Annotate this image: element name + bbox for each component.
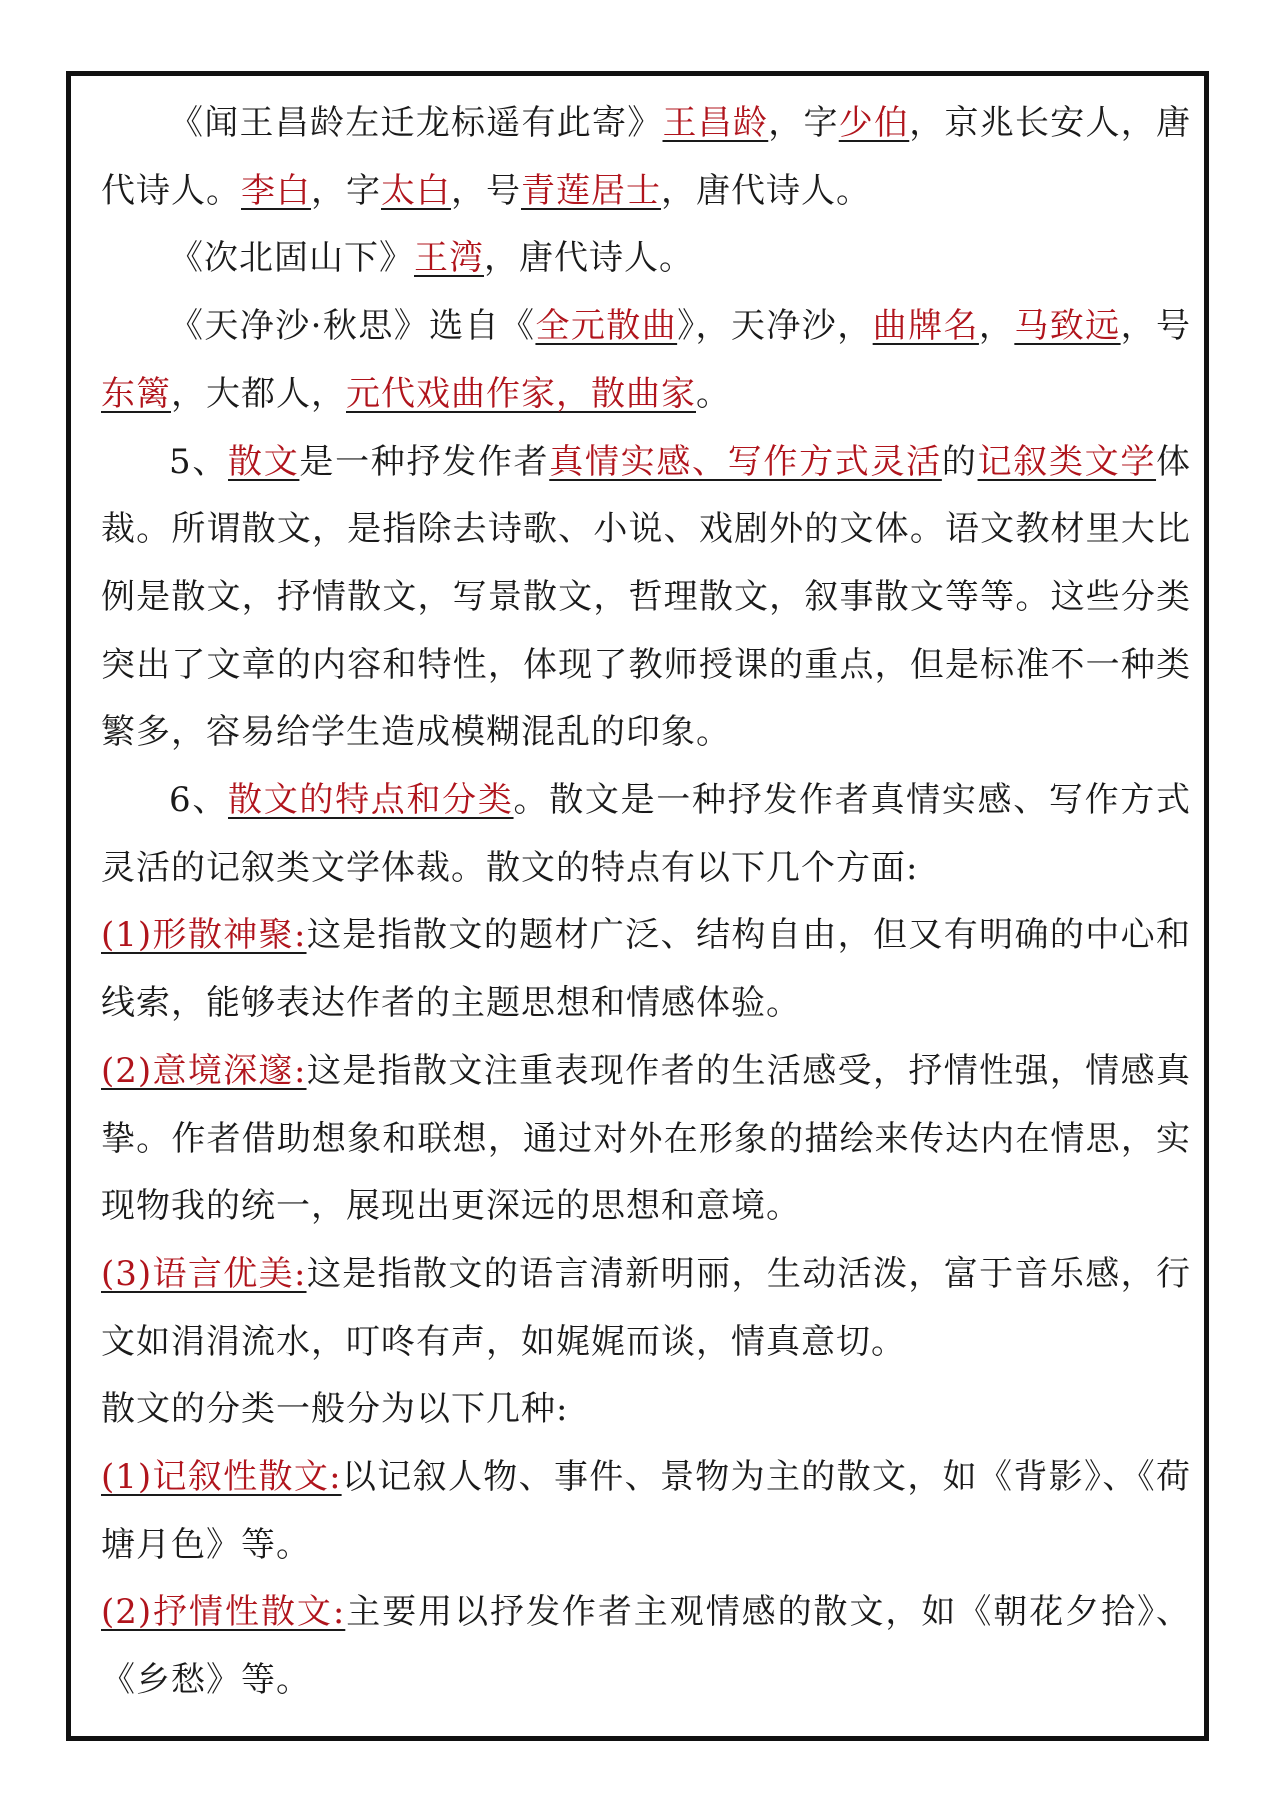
text-span: 的 (941, 441, 978, 482)
keyword-art-name: 东篱 (101, 373, 171, 414)
keyword-author: 马致远 (1014, 306, 1121, 347)
text-span: ，字 (768, 103, 839, 143)
document-body (101, 90, 1191, 1715)
paragraph-5-prose-definition (101, 429, 1191, 768)
type-text: 主要用以抒发作者主观情感的散文，如《朝花夕拾》、《乡愁》等。 (101, 1592, 1191, 1701)
text-span: ，号 (1120, 306, 1192, 347)
document-frame (66, 71, 1209, 1741)
text-span: ，唐代诗人。 (661, 170, 871, 211)
keyword-role: 元代戏曲作家，散曲家 (346, 373, 696, 414)
keyword: 散文的特点和分类 (228, 780, 514, 821)
keyword-source: 全元散曲 (535, 306, 678, 347)
feature-label: (3)语言优美: (101, 1253, 307, 1294)
keyword-author: 王昌龄 (662, 103, 769, 143)
keyword-author: 王湾 (414, 238, 484, 279)
text-span: ， (978, 306, 1015, 347)
text-span: ，字 (311, 170, 381, 211)
keyword-qupai: 曲牌名 (872, 306, 979, 347)
poem-entry-ci-beigushan (101, 225, 1191, 293)
watermark-logo (568, 1764, 718, 1794)
text-span: 。散文是一种抒发作者真情实感、写作方式灵活的记叙类文学体裁。散文的特点有以下几个方面: (101, 780, 1191, 888)
text-span: 。 (696, 373, 731, 414)
feature-item (101, 1038, 1191, 1241)
poem-title: 《闻王昌龄左迁龙标遥有此寄》 (169, 103, 663, 143)
prose-type-item (101, 1579, 1191, 1714)
item-number: 6、 (169, 780, 229, 821)
text-span: 》，天净沙， (677, 306, 873, 347)
keyword: 记叙类文学 (977, 441, 1157, 482)
poem-entry-wen-wangchangling (101, 90, 1191, 225)
feature-text: 这是指散文的题材广泛、结构自由，但又有明确的中心和线索，能够表达作者的主题思想和情感体验。 (101, 915, 1191, 1024)
keyword-art-name: 青莲居士 (521, 170, 661, 211)
text-span: 是一种抒发作者 (299, 441, 550, 482)
poem-entry-tianjingsha (101, 293, 1191, 428)
feature-item (101, 1241, 1191, 1376)
keyword: 真情实感、写作方式灵活 (549, 441, 942, 482)
keyword-courtesy-name: 太白 (381, 170, 451, 211)
keyword-author: 李白 (241, 170, 311, 211)
prose-type-item (101, 1444, 1191, 1579)
keyword: 散文 (228, 441, 300, 482)
text-span: ，号 (451, 170, 521, 211)
feature-item (101, 902, 1191, 1037)
feature-text: 这是指散文注重表现作者的生活感受，抒情性强，情感真挚。作者借助想象和联想，通过对外在形象的描绘来传达内在情思，实现物我的统一，展现出更深远的思想和意境。 (101, 1050, 1191, 1227)
type-label: (1)记叙性散文: (101, 1457, 342, 1498)
text-span: ，大都人， (171, 373, 346, 414)
poem-title: 《次北固山下》 (169, 238, 414, 279)
paragraph-6-prose-features (101, 767, 1191, 902)
poem-title: 《天净沙·秋思》选自《 (169, 306, 536, 347)
text-span: ，京兆长安人，唐代诗人。 (101, 103, 1191, 211)
feature-label: (1)形散神聚: (101, 915, 307, 956)
text-span: ，唐代诗人。 (484, 238, 694, 279)
type-text: 以记叙人物、事件、景物为主的散文，如《背影》、《荷塘月色》等。 (101, 1457, 1191, 1565)
type-label: (2)抒情性散文: (101, 1592, 346, 1633)
feature-text: 这是指散文的语言清新明丽，生动活泼，富于音乐感，行文如涓涓流水，叮咚有声，如娓娓而谈，情真意切。 (101, 1253, 1191, 1362)
item-number: 5、 (169, 441, 229, 482)
classification-intro: 散文的分类一般分为以下几种: (101, 1389, 569, 1430)
feature-label: (2)意境深邃: (101, 1050, 307, 1091)
text-span: 体裁。所谓散文，是指除去诗歌、小说、戏剧外的文体。语文教材里大比例是散文，抒情散文，写景散文，哲理散文，叙事散文等等。这些分类突出了文章的内容和特性，体现了教师授课的重点，但是标准不一种类繁多，容易给学生造成模糊混乱的印象。 (101, 441, 1192, 753)
keyword-courtesy-name: 少伯 (838, 103, 910, 143)
